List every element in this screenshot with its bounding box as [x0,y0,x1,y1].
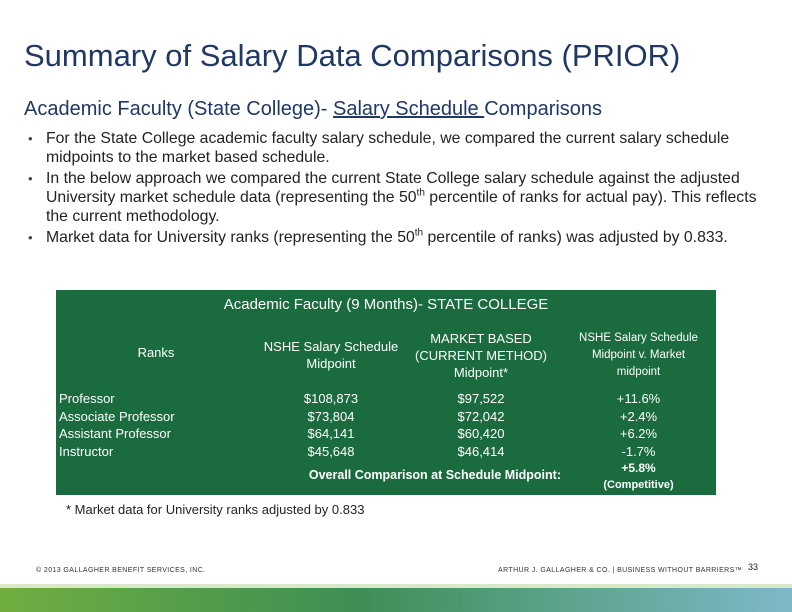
table-title: Academic Faculty (9 Months)- STATE COLLEGE [223,296,549,313]
bullet-item [26,169,778,226]
header-percent-diff: NSHE Salary Schedule Midpoint v. Market midpoint [579,332,698,378]
nshe-cell: $64,141 [307,426,355,441]
subtitle-underlined: Salary Schedule [333,98,485,120]
rank-cell: Assistant Professor [59,426,171,441]
market-cell: $60,420 [457,426,505,441]
page-number: 33 [748,562,759,572]
header-market-midpoint: MARKET BASED (CURRENT METHOD) Midpoint* [415,331,547,380]
subtitle-suffix: Comparisons [484,98,603,120]
market-column [401,390,561,460]
footer-bar-highlight [0,584,792,588]
bullet-item [26,129,778,167]
nshe-column [261,390,401,460]
rank-cell: Instructor [59,443,114,459]
overall-comparison-label: Overall Comparison at Schedule Midpoint: [308,468,561,482]
nshe-cell: $73,804 [307,408,355,424]
percent-cell: +2.4% [619,408,658,424]
market-cell: $97,522 [457,391,505,406]
percent-column [561,390,716,460]
ordinal-suffix: th [414,227,424,239]
percent-cell: -1.7% [621,443,656,459]
header-nshe-midpoint: NSHE Salary Schedule Midpoint [263,339,399,371]
ranks-column [59,390,259,460]
footer-copyright: © 2013 GALLAGHER BENEFIT SERVICES, INC. [36,567,206,574]
subtitle-prefix: Academic Faculty (State College)- [24,98,334,120]
table-footnote: * Market data for University ranks adjusted by 0.833 [66,502,365,517]
slide-title: Summary of Salary Data Comparisons (PRIOR) [24,38,681,73]
market-cell: $46,414 [457,443,505,459]
bullet-list [26,129,778,249]
percent-cell: +6.2% [619,426,658,441]
percent-cell: +11.6% [616,391,661,406]
slide-subtitle [24,98,602,121]
salary-comparison-table [56,290,716,495]
nshe-cell: $108,873 [303,391,359,406]
bullet-text: For the State College academic faculty salary schedule, we compared the current salary schedule midpoints to the market based schedule. [46,130,730,166]
bullet-item [26,228,778,247]
overall-percent: +5.8% [621,461,656,475]
footer-gradient-bar [0,584,792,612]
bullet-text-post: percentile of ranks for actual pay). This reflects the current methodology. [46,189,757,225]
overall-note: (Competitive) [603,479,674,491]
rank-cell: Associate Professor [59,408,175,424]
bullet-text-post: percentile of ranks) was adjusted by 0.833. [423,229,728,246]
nshe-cell: $45,648 [307,443,355,459]
footer-company: ARTHUR J. GALLAGHER & CO. | BUSINESS WITHOUT BARRIERS™ [498,567,743,574]
header-ranks: Ranks [137,345,175,360]
rank-cell: Professor [59,391,115,406]
bullet-text-pre: Market data for University ranks (representing the 50 [46,229,415,246]
ordinal-suffix: th [416,187,425,199]
overall-comparison-value [561,460,716,494]
bullet-text-pre: In the below approach we compared the current State College salary schedule against the adjusted University market schedule data (representing the 50 [46,170,740,206]
market-cell: $72,042 [457,408,505,424]
